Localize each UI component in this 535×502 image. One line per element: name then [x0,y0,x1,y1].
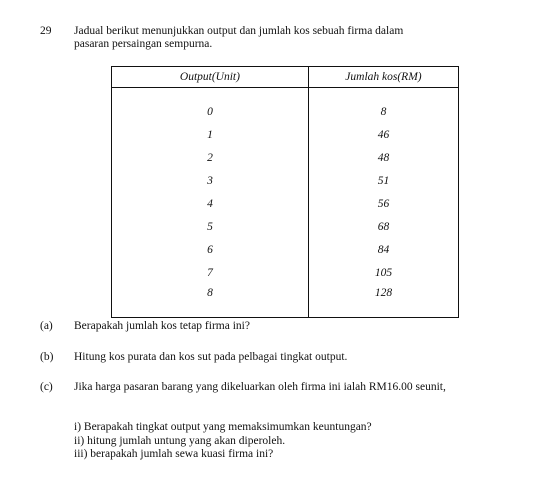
output-cell: 5 [112,215,309,238]
part-label: (b) [40,351,54,363]
table-row [112,284,459,318]
table-row [112,261,459,284]
total-cost-cell: 128 [308,284,458,318]
total-cost-cell: 8 [308,100,458,123]
output-cell: 8 [112,284,309,318]
table-row [112,123,459,146]
subpart-item: i) Berapakah tingkat output yang memaksimumkan keuntungan? [74,421,372,433]
output-cell: 6 [112,238,309,261]
output-cost-table [111,66,459,318]
output-cell: 7 [112,261,309,284]
intro-line-2: pasaran persaingan sempurna. [74,38,213,50]
part-text: Berapakah jumlah kos tetap firma ini? [74,320,250,332]
output-cell: 1 [112,123,309,146]
table-spacer-row [112,88,459,101]
total-cost-cell: 51 [308,169,458,192]
total-cost-cell: 46 [308,123,458,146]
part-label: (c) [40,381,53,393]
total-cost-cell: 48 [308,146,458,169]
intro-line-1: Jadual berikut menunjukkan output dan jumlah kos sebuah firma dalam [74,25,404,37]
subpart-item: ii) hitung jumlah untung yang akan diperoleh. [74,434,286,447]
table-row [112,146,459,169]
part-text: Hitung kos purata dan kos sut pada pelbagai tingkat output. [74,351,348,363]
output-cell: 3 [112,169,309,192]
header-output: Output(Unit) [112,67,309,88]
part-label: (a) [40,320,53,332]
output-cell: 2 [112,146,309,169]
question-intro [74,25,514,51]
total-cost-cell: 68 [308,215,458,238]
table-header-row [112,67,459,88]
table-row [112,215,459,238]
subpart-item: iii) berapakah jumlah sewa kuasi firma ini? [74,448,274,460]
header-total-cost: Jumlah kos(RM) [308,67,458,88]
total-cost-cell: 84 [308,238,458,261]
table-row [112,169,459,192]
table-row [112,238,459,261]
total-cost-cell: 56 [308,192,458,215]
output-cell: 4 [112,192,309,215]
question-number: 29 [40,25,52,37]
subparts-list [74,421,372,462]
table-row [112,192,459,215]
output-cell: 0 [112,100,309,123]
part-text: Jika harga pasaran barang yang dikeluarkan oleh firma ini ialah RM16.00 seunit, [74,381,446,393]
table-row [112,100,459,123]
total-cost-cell: 105 [308,261,458,284]
